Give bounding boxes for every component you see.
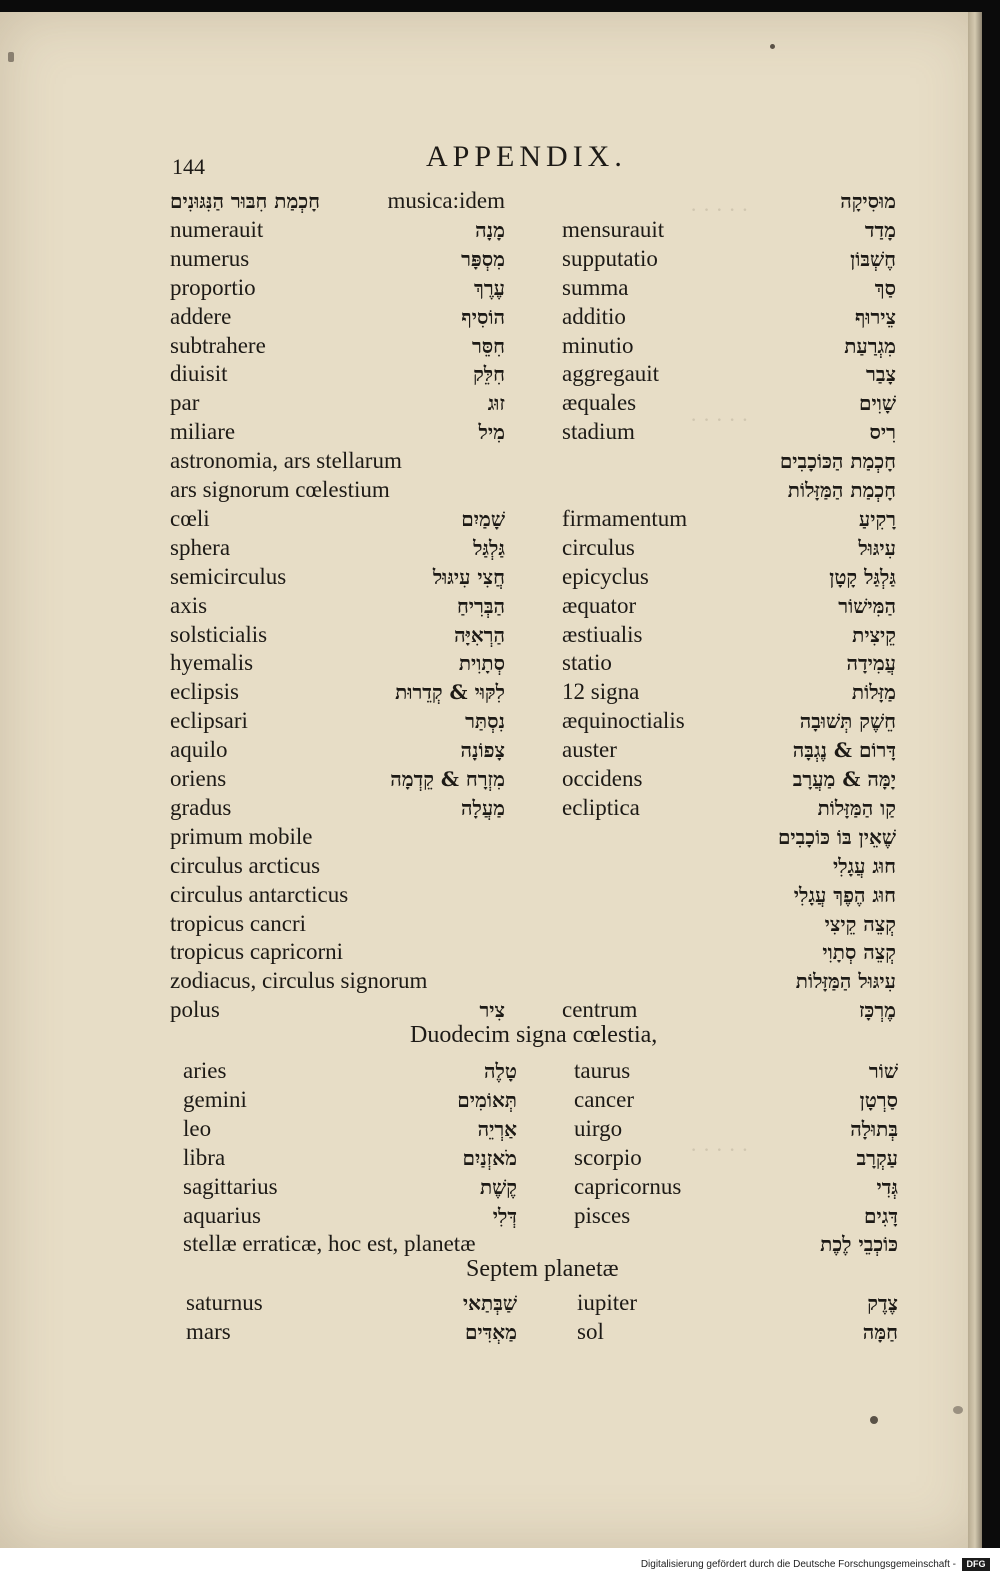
latin-term: taurus bbox=[574, 1058, 631, 1083]
entry-row bbox=[0, 880, 982, 910]
section-heading-planets: Septem planetæ bbox=[466, 1256, 619, 1282]
entry-row bbox=[0, 244, 982, 274]
latin-term: oriens bbox=[170, 766, 227, 791]
hebrew-term: נִסְתַּר bbox=[465, 709, 505, 734]
latin-term: mensurauit bbox=[562, 216, 665, 242]
latin-term: par bbox=[170, 390, 200, 416]
latin-term: ecliptica bbox=[562, 794, 640, 820]
latin-term: diuisit bbox=[170, 361, 228, 387]
latin-term: solsticialis bbox=[170, 621, 268, 647]
latin-term: circulus arcticus bbox=[170, 852, 321, 878]
latin-term: uirgo bbox=[574, 1115, 623, 1141]
latin-term: numerus bbox=[170, 245, 250, 271]
entry-row bbox=[0, 966, 982, 996]
hebrew-term: עֶרֶךְ bbox=[474, 275, 505, 300]
hebrew-term: חוּג הֶפֶךְ עֲגָלִי bbox=[793, 882, 896, 907]
latin-term: subtrahere bbox=[170, 332, 266, 358]
latin-term: capricornus bbox=[574, 1173, 682, 1199]
hebrew-term: חָכְמַת הַכּוֹכָבִים bbox=[779, 449, 896, 474]
entry-row bbox=[0, 1201, 982, 1231]
ink-spot bbox=[953, 1406, 963, 1414]
latin-term: 12 signa bbox=[562, 679, 640, 705]
latin-term: miliare bbox=[170, 419, 236, 445]
hebrew-term: עִיגּוּל bbox=[858, 535, 896, 560]
hebrew-term: הוֹסִיף bbox=[461, 304, 505, 329]
hebrew-term: שׁוֹר bbox=[868, 1059, 898, 1083]
entry-row bbox=[0, 851, 982, 881]
latin-term: æquales bbox=[562, 390, 637, 416]
entry-row bbox=[0, 1172, 982, 1202]
hebrew-term: מָנָה bbox=[475, 217, 505, 242]
hebrew-term: מוּסִיקָה bbox=[840, 189, 896, 213]
entry-row bbox=[0, 706, 982, 736]
book-page bbox=[0, 12, 982, 1548]
hebrew-term: דָּגִים bbox=[864, 1203, 898, 1228]
hebrew-term: מַזָּלוֹת bbox=[851, 680, 896, 705]
hebrew-term: קֵיצִית bbox=[852, 622, 896, 647]
latin-term: cœli bbox=[170, 505, 210, 531]
hebrew-term: חָכְמַת הַמַּזָּלוֹת bbox=[787, 478, 896, 502]
latin-term: polus bbox=[170, 997, 220, 1023]
hebrew-term: מֹאזְנַיִם bbox=[462, 1145, 517, 1170]
latin-term: æquator bbox=[562, 592, 637, 618]
bleed-through: · · · · · bbox=[690, 197, 749, 222]
hebrew-term: אַרְיֵה bbox=[477, 1116, 517, 1141]
latin-term: mars bbox=[186, 1319, 231, 1344]
bleed-through: · · · · · bbox=[690, 407, 749, 432]
hebrew-term: צִיר bbox=[479, 998, 505, 1023]
latin-term: leo bbox=[183, 1115, 212, 1141]
hebrew-term: מֶרְכָּז bbox=[858, 998, 896, 1023]
latin-term: aries bbox=[183, 1058, 227, 1083]
latin-term: חָכְמַת חִבּוּר הַנִּגּוּנִים bbox=[170, 189, 320, 213]
funding-credit: Digitalisierung gefördert durch die Deutsche Forschungsgemeinschaft - bbox=[640, 1559, 956, 1570]
entry-row bbox=[0, 533, 982, 563]
entry-row bbox=[0, 562, 982, 592]
hebrew-term: סַרְטָן bbox=[859, 1087, 898, 1112]
entry-row bbox=[0, 1143, 982, 1173]
page-number: 144 bbox=[172, 154, 205, 179]
latin-term: astronomia, ars stellarum bbox=[170, 448, 402, 474]
ink-spot bbox=[870, 1416, 878, 1424]
hebrew-term: בְּתוּלָה bbox=[850, 1116, 898, 1141]
hebrew-term: שָׁוִים bbox=[858, 391, 896, 416]
latin-term: addere bbox=[170, 303, 232, 329]
latin-term: stellæ erraticæ, hoc est, planetæ bbox=[183, 1231, 476, 1257]
entry-row bbox=[0, 591, 982, 621]
hebrew-term: חֶשְׁבּוֹן bbox=[850, 246, 896, 271]
hebrew-term: הַבְּרִיחַ bbox=[456, 593, 505, 618]
hebrew-term: קֶשֶׁת bbox=[479, 1174, 517, 1199]
latin-term: numerauit bbox=[170, 216, 264, 242]
latin-term: eclipsis bbox=[170, 679, 239, 705]
hebrew-term: שַׁבְּתַאי bbox=[462, 1291, 517, 1315]
latin-term: saturnus bbox=[186, 1290, 263, 1315]
hebrew-term: סְתָוִית bbox=[458, 651, 505, 676]
hebrew-term: גַּלְגַּל קָטָן bbox=[829, 564, 896, 589]
entry-row bbox=[0, 764, 982, 794]
hebrew-term: חוּג עֲגָלִי bbox=[832, 853, 896, 878]
entry-row bbox=[0, 302, 982, 332]
latin-term: aquilo bbox=[170, 737, 228, 763]
hebrew-term: חִסֵּר bbox=[471, 333, 505, 358]
latin-term: supputatio bbox=[562, 245, 658, 271]
hebrew-term: מִסְפָּר bbox=[461, 246, 505, 271]
hebrew-term: טָלֶה bbox=[484, 1059, 517, 1083]
hebrew-term: חֵשֶׁק תְּשׁוּבָה bbox=[799, 709, 896, 734]
hebrew-term: עַקְרָב bbox=[856, 1145, 898, 1170]
entry-row bbox=[0, 1056, 982, 1086]
hebrew-term: קַו הַמַּזָּלוֹת bbox=[817, 795, 896, 820]
latin-term: sphera bbox=[170, 534, 231, 560]
hebrew-term: צָבַר bbox=[866, 362, 896, 387]
hebrew-term: musica:idem bbox=[387, 188, 505, 213]
latin-term: semicirculus bbox=[170, 563, 287, 589]
latin-term: axis bbox=[170, 592, 208, 618]
hebrew-term: גַּלְגַּל bbox=[473, 535, 505, 560]
latin-term: sol bbox=[577, 1319, 604, 1344]
latin-term: summa bbox=[562, 274, 629, 300]
hebrew-term: לִקּוּי & קְדֵרוּת bbox=[395, 680, 505, 705]
latin-term: proportio bbox=[170, 274, 256, 300]
entry-row bbox=[0, 620, 982, 650]
hebrew-term: מִיל bbox=[478, 420, 505, 445]
ink-spot bbox=[770, 44, 775, 49]
latin-term: tropicus capricorni bbox=[170, 939, 344, 965]
hebrew-term: רָקִיעַ bbox=[858, 506, 896, 531]
footer-bar bbox=[0, 1548, 1000, 1583]
hebrew-term: רִיס bbox=[869, 420, 896, 445]
hebrew-term: מָדַד bbox=[864, 217, 896, 242]
hebrew-term: קְצֵה סְתָוִי bbox=[822, 940, 896, 965]
latin-term: centrum bbox=[562, 997, 638, 1023]
hebrew-term: חֲצִי עִיגּוּל bbox=[432, 564, 505, 589]
entry-row bbox=[0, 1288, 982, 1318]
running-title: APPENDIX. bbox=[426, 140, 627, 173]
entry-row bbox=[0, 822, 982, 852]
latin-term: primum mobile bbox=[170, 823, 313, 849]
entry-row bbox=[0, 995, 982, 1025]
latin-term: hyemalis bbox=[170, 650, 254, 676]
latin-term: iupiter bbox=[577, 1290, 638, 1315]
latin-term: firmamentum bbox=[562, 505, 688, 531]
hebrew-term: סַךְ bbox=[874, 275, 896, 300]
hebrew-term: מִגְרַעַת bbox=[844, 333, 896, 358]
entry-row bbox=[0, 388, 982, 418]
entry-row bbox=[0, 186, 982, 216]
latin-term: aquarius bbox=[183, 1202, 261, 1228]
hebrew-term: מִזְרָח & קֵדְמָה bbox=[390, 767, 505, 791]
latin-term: tropicus cancri bbox=[170, 910, 307, 936]
hebrew-term: קְצֵה קֵיצִי bbox=[824, 911, 896, 936]
hebrew-term: יָמָּה & מַעֲרָב bbox=[792, 767, 896, 791]
latin-term: sagittarius bbox=[183, 1173, 278, 1199]
latin-term: zodiacus, circulus signorum bbox=[170, 968, 428, 994]
latin-term: circulus bbox=[562, 534, 635, 560]
hebrew-term: גְּדִי bbox=[876, 1174, 898, 1199]
latin-term: æstiualis bbox=[562, 621, 643, 647]
latin-term: cancer bbox=[574, 1086, 634, 1112]
latin-term: gemini bbox=[183, 1086, 247, 1112]
hebrew-term: זוּג bbox=[487, 391, 505, 416]
latin-term: eclipsari bbox=[170, 708, 248, 734]
latin-term: æquinoctialis bbox=[562, 708, 685, 734]
hebrew-term: כּוֹכְבֵי לֶכֶת bbox=[820, 1232, 898, 1257]
entry-row bbox=[0, 331, 982, 361]
latin-term: occidens bbox=[562, 766, 643, 791]
hebrew-term: תְּאוֹמִים bbox=[457, 1087, 517, 1112]
bleed-through: · · · · · bbox=[690, 1137, 749, 1162]
hebrew-term: דָּרוֹם & נֶגְבָּה bbox=[792, 738, 896, 763]
entry-row bbox=[0, 1317, 982, 1347]
entry-row bbox=[0, 793, 982, 823]
entry-row bbox=[0, 648, 982, 678]
entry-row bbox=[0, 475, 982, 505]
latin-term: statio bbox=[562, 650, 612, 676]
entry-row bbox=[0, 735, 982, 765]
hebrew-term: שֶׁאֵין בּוֹ כּוֹכָבִים bbox=[777, 824, 896, 849]
latin-term: epicyclus bbox=[562, 563, 649, 589]
latin-term: additio bbox=[562, 303, 626, 329]
hebrew-term: חַמָּה bbox=[862, 1320, 898, 1344]
latin-term: pisces bbox=[574, 1202, 631, 1228]
entry-row bbox=[0, 1229, 982, 1259]
entry-row bbox=[0, 937, 982, 967]
latin-term: libra bbox=[183, 1144, 226, 1170]
hebrew-term: עֲמִידָה bbox=[846, 651, 896, 676]
latin-term: minutio bbox=[562, 332, 634, 358]
entry-row bbox=[0, 446, 982, 476]
latin-term: auster bbox=[562, 737, 617, 763]
hebrew-term: חִלֵּק bbox=[473, 362, 505, 387]
entry-row bbox=[0, 504, 982, 534]
latin-term: ars signorum cœlestium bbox=[170, 477, 390, 502]
entry-row bbox=[0, 1085, 982, 1115]
hebrew-term: צֵירוּף bbox=[854, 304, 896, 329]
hebrew-term: הַמִּישׁוֹר bbox=[838, 593, 896, 618]
hebrew-term: מַאְדִּים bbox=[464, 1320, 517, 1344]
hebrew-term: צָפוֹנָה bbox=[460, 738, 505, 763]
section-heading-signs: Duodecim signa cœlestia, bbox=[410, 1022, 658, 1048]
latin-term: scorpio bbox=[574, 1144, 642, 1170]
page-mark bbox=[8, 52, 14, 62]
entry-row bbox=[0, 215, 982, 245]
entry-row bbox=[0, 359, 982, 389]
entry-row bbox=[0, 273, 982, 303]
hebrew-term: הַרְאִיָּה bbox=[454, 622, 505, 647]
hebrew-term: שָׁמַיִם bbox=[461, 506, 505, 531]
dfg-logo: DFG bbox=[962, 1558, 990, 1571]
entry-row bbox=[0, 909, 982, 939]
hebrew-term: צֶדֶק bbox=[867, 1291, 898, 1315]
latin-term: stadium bbox=[562, 419, 635, 445]
hebrew-term: דְּלִי bbox=[492, 1203, 517, 1228]
entry-row bbox=[0, 677, 982, 707]
page-header bbox=[0, 140, 982, 180]
entry-row bbox=[0, 1114, 982, 1144]
latin-term: circulus antarcticus bbox=[170, 881, 349, 907]
hebrew-term: מַעֲלָה bbox=[460, 795, 505, 820]
entry-row bbox=[0, 417, 982, 447]
hebrew-term: עִיגּוּל הַמַּזָּלוֹת bbox=[795, 969, 896, 994]
latin-term: gradus bbox=[170, 794, 232, 820]
latin-term: aggregauit bbox=[562, 361, 660, 387]
